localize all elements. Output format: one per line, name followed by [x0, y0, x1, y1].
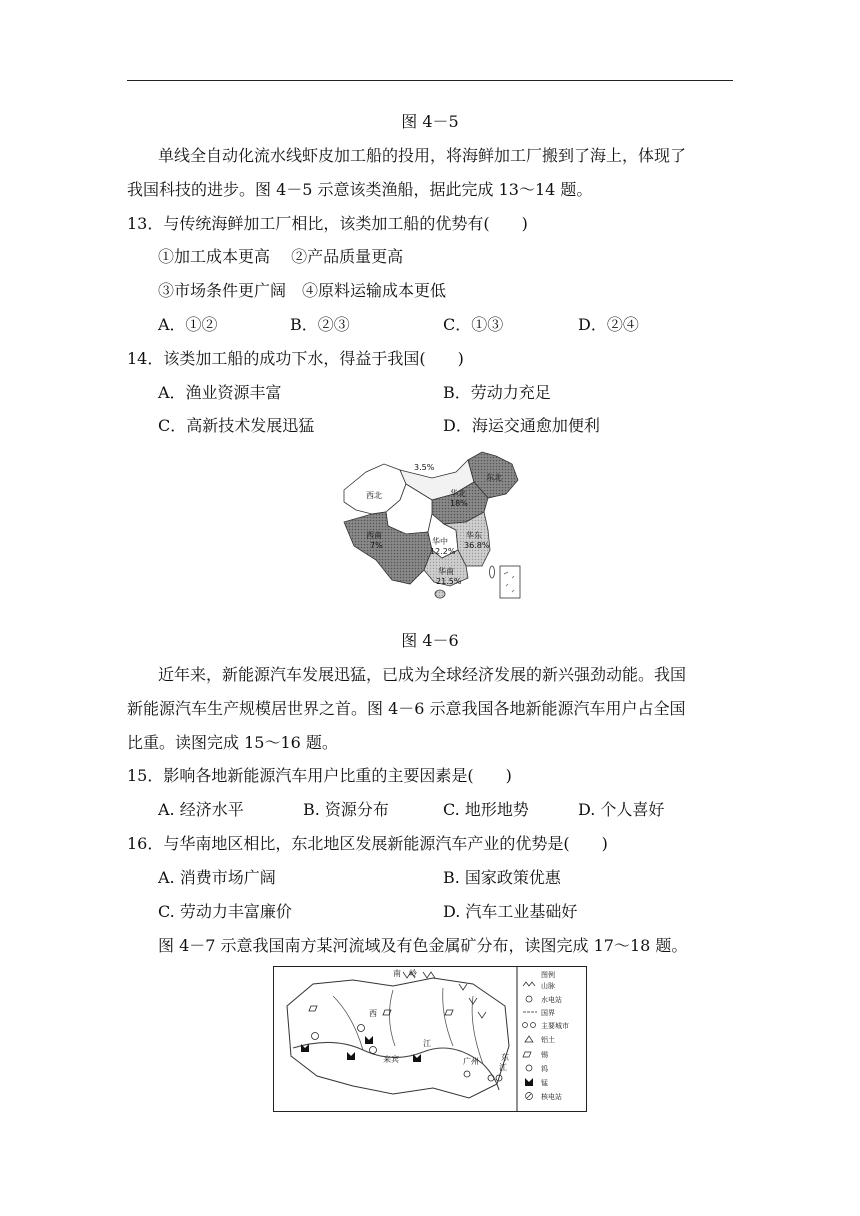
- option-b: B. 国家政策优惠: [443, 868, 561, 887]
- label-south: 华南: [438, 567, 454, 576]
- question-13-item: ③市场条件更广阔 ④原料运输成本更低: [158, 281, 447, 300]
- passage-line: 我国科技的进步。图 4－5 示意该类渔船，据此完成 13～14 题。: [127, 180, 593, 199]
- label-northwest: 西北: [366, 491, 382, 500]
- label-southwest-pct: 7%: [370, 541, 383, 550]
- label-laibin: 来宾: [383, 1055, 399, 1064]
- option-b: B．②③: [290, 315, 350, 334]
- label-xi: 西: [369, 1009, 377, 1018]
- option-d: D．海运交通愈加便利: [443, 416, 600, 435]
- passage-line: 比重。读图完成 15～16 题。: [127, 733, 338, 752]
- option-d: D．②④: [578, 315, 639, 334]
- river-basin-map: [273, 966, 587, 1112]
- option-a: A. 经济水平: [158, 800, 244, 819]
- region-taiwan: [490, 566, 495, 578]
- option-c: C. 地形地势: [443, 800, 529, 819]
- passage-line: 新能源汽车生产规模居世界之首。图 4－6 示意我国各地新能源汽车用户占全国: [127, 699, 686, 718]
- label-nanling: 南 岭: [393, 969, 417, 978]
- option-a: A．渔业资源丰富: [158, 383, 282, 402]
- option-a: A. 消费市场广阔: [158, 868, 276, 887]
- question-14-stem: 14．该类加工船的成功下水，得益于我国( ): [127, 349, 464, 368]
- legend-item: 锰: [541, 1079, 548, 1087]
- label-north-pct: 18%: [450, 499, 468, 508]
- label-east: 华东: [466, 531, 482, 540]
- label-southwest: 西南: [366, 531, 382, 540]
- label-north: 华北: [450, 489, 466, 498]
- label-south-pct: 21.5%: [436, 577, 462, 586]
- question-16-stem: 16．与华南地区相比，东北地区发展新能源汽车产业的优势是( ): [127, 834, 608, 853]
- label-east-pct: 36.8%: [464, 541, 490, 550]
- header-rule: [127, 80, 733, 81]
- figure-caption-4-5: 图 4－5: [401, 112, 459, 131]
- legend-item: 钨: [541, 1065, 548, 1073]
- legend-item: 铝土: [541, 1036, 555, 1044]
- legend-item: 核电站: [541, 1093, 562, 1101]
- figure-caption-4-6: 图 4－6: [401, 631, 459, 650]
- label-dong: 东: [501, 1053, 509, 1062]
- option-d: D. 个人喜好: [578, 800, 665, 819]
- passage-line: 图 4－7 示意我国南方某河流域及有色金属矿分布，读图完成 17～18 题。: [158, 936, 688, 955]
- label-northeast: 东北: [486, 473, 502, 482]
- label-central-pct: 12.2%: [430, 547, 456, 556]
- passage-line: 单线全自动化流水线虾皮加工船的投用，将海鲜加工厂搬到了海上，体现了: [158, 146, 687, 165]
- option-c: C．高新技术发展迅猛: [158, 416, 315, 435]
- label-central: 华中: [432, 537, 448, 546]
- legend-item: 国界: [541, 1009, 555, 1017]
- label-jiang: 江: [423, 1039, 431, 1048]
- passage-line: 近年来，新能源汽车发展迅猛，已成为全球经济发展的新兴强劲动能。我国: [158, 665, 687, 684]
- region-hainan: [435, 590, 445, 598]
- label-guangzhou: 广州: [463, 1057, 479, 1066]
- legend-title: 图例: [541, 971, 555, 979]
- label-nw-pct: 3.5%: [414, 463, 435, 472]
- china-region-map: [336, 450, 526, 602]
- legend-item: 水电站: [541, 996, 562, 1004]
- question-13-item: ①加工成本更高 ②产品质量更高: [158, 247, 404, 266]
- legend-item: 锡: [541, 1051, 548, 1059]
- question-13-stem: 13．与传统海鲜加工厂相比，该类加工船的优势有( ): [127, 214, 528, 233]
- option-c: C．①③: [443, 315, 504, 334]
- option-d: D. 汽车工业基础好: [443, 902, 578, 921]
- option-c: C. 劳动力丰富廉价: [158, 902, 292, 921]
- label-jiang2: 江: [499, 1063, 507, 1072]
- option-b: B．劳动力充足: [443, 383, 551, 402]
- question-15-stem: 15．影响各地新能源汽车用户比重的主要因素是( ): [127, 766, 512, 785]
- legend-item: 主要城市: [541, 1022, 569, 1030]
- south-sea-inset: [500, 566, 520, 598]
- legend-item: 山脉: [541, 982, 555, 990]
- option-b: B. 资源分布: [303, 800, 389, 819]
- option-a: A．①②: [158, 315, 218, 334]
